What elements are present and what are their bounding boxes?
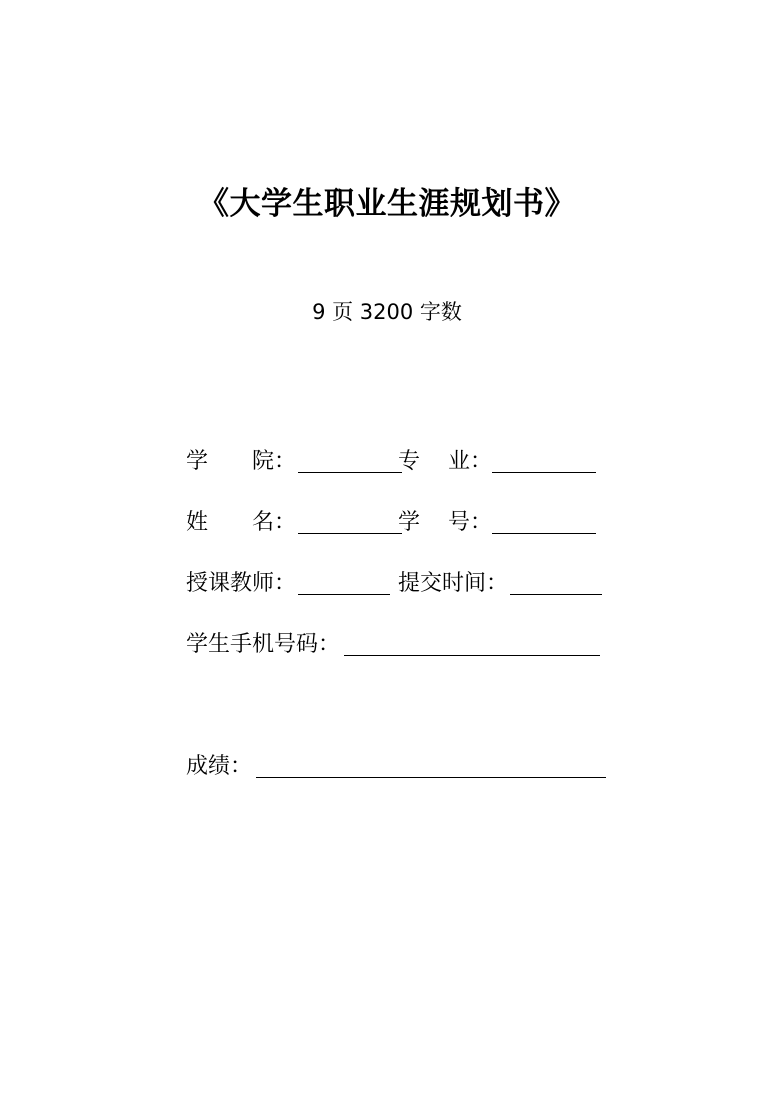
college-input-line[interactable] xyxy=(298,472,402,473)
submit-time-input-line[interactable] xyxy=(510,594,602,595)
phone-input-line[interactable] xyxy=(344,655,600,656)
name-label: 姓 名 xyxy=(186,510,274,535)
grade-input-line[interactable] xyxy=(256,777,606,778)
major-field xyxy=(398,443,596,475)
grade-field xyxy=(186,748,606,780)
college-field xyxy=(186,443,402,475)
submit-time-label: 提交时间： xyxy=(398,571,509,596)
major-colon: ： xyxy=(470,449,493,474)
document-title: 《大学生职业生涯规划书》 xyxy=(198,186,576,222)
college-colon: ： xyxy=(274,449,297,474)
teacher-field xyxy=(186,565,390,597)
name-colon: ： xyxy=(274,510,297,535)
name-input-line[interactable] xyxy=(298,533,402,534)
college-label: 学 院 xyxy=(186,449,274,474)
student-id-field xyxy=(398,504,596,536)
phone-label: 学生手机号码： xyxy=(186,632,341,657)
major-label: 专 业 xyxy=(398,449,470,474)
teacher-input-line[interactable] xyxy=(298,594,390,595)
phone-field xyxy=(186,626,600,658)
document-subtitle: 9 页 3200 字数 xyxy=(312,300,462,324)
teacher-label: 授课教师： xyxy=(186,571,297,596)
grade-label: 成绩： xyxy=(186,754,253,779)
student-id-colon: ： xyxy=(470,510,493,535)
student-id-input-line[interactable] xyxy=(492,533,596,534)
student-id-label: 学 号 xyxy=(398,510,470,535)
name-field xyxy=(186,504,402,536)
submit-time-field xyxy=(398,565,602,597)
major-input-line[interactable] xyxy=(492,472,596,473)
